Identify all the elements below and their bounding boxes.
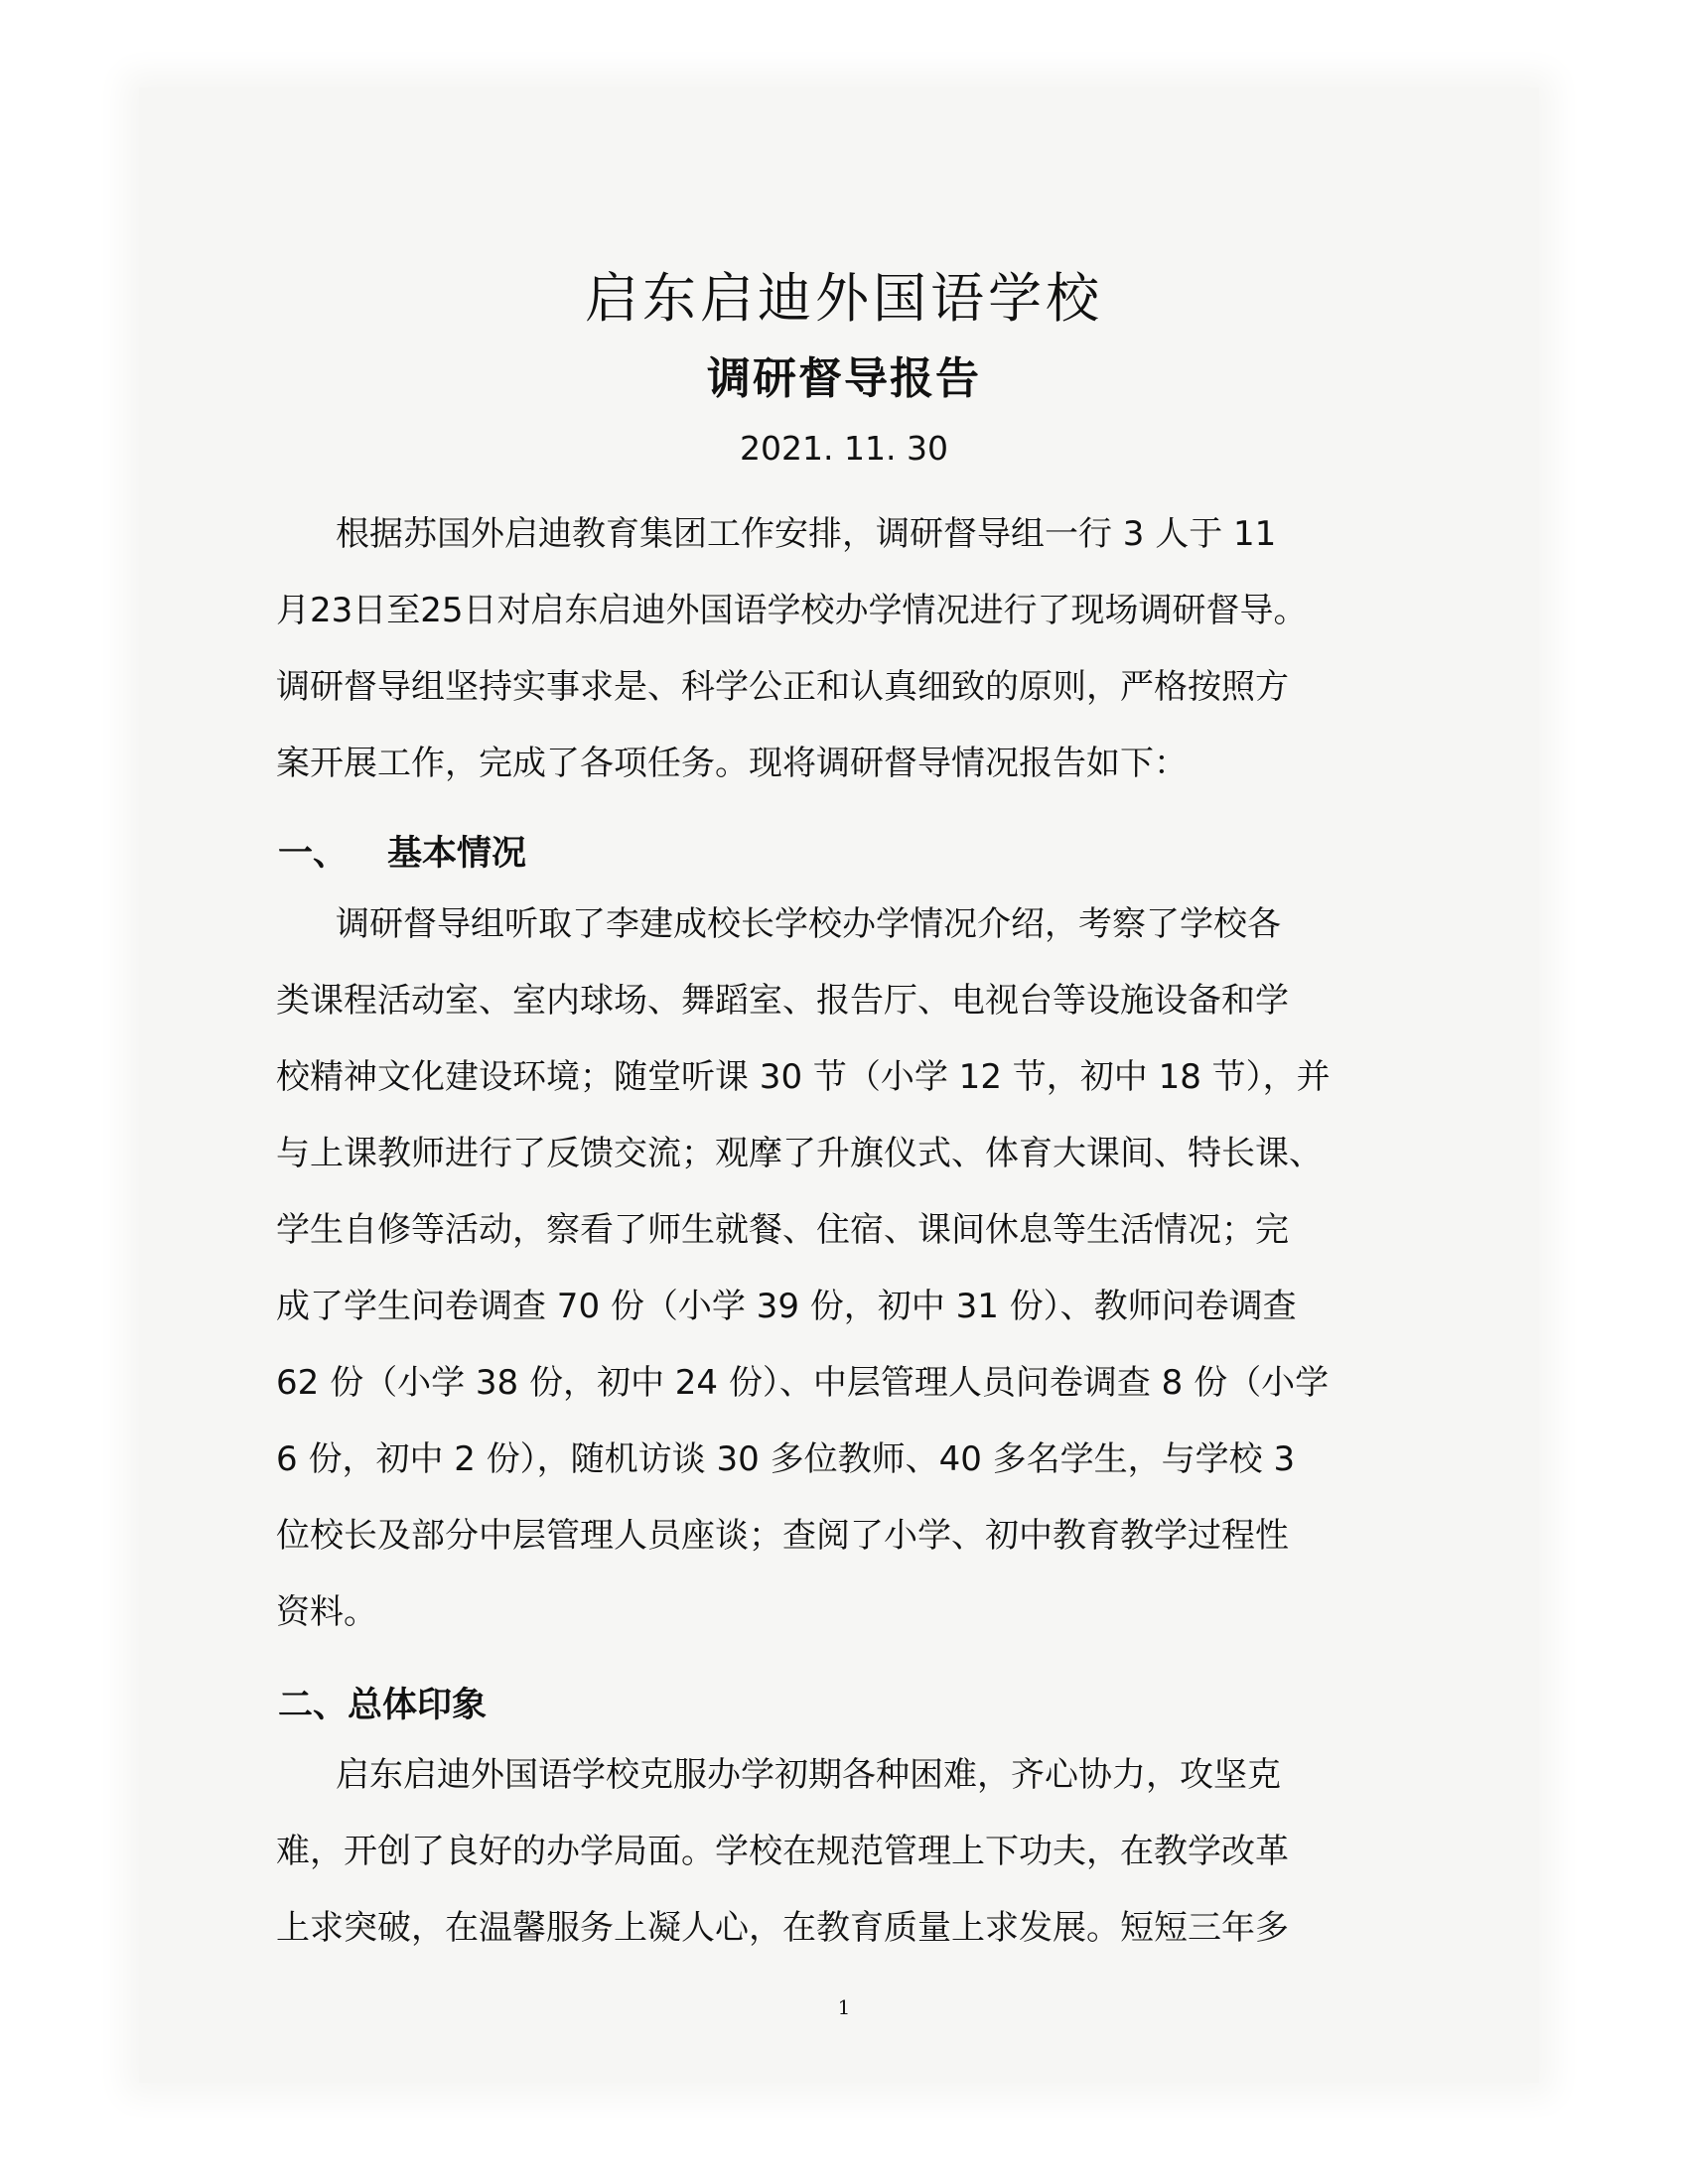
section-1-line: 调研督导组听取了李建成校长学校办学情况介绍，考察了学校各 <box>336 904 1281 944</box>
section-1-title: 基本情况 <box>387 834 527 874</box>
document-date: 2021. 11. 30 <box>740 429 948 468</box>
section-2-line: 启东启迪外国语学校克服办学初期各种困难，齐心协力，攻坚克 <box>336 1755 1281 1795</box>
section-1-line: 资料。 <box>276 1592 377 1632</box>
intro-paragraph <box>276 496 1329 802</box>
page-number: 1 <box>837 1995 851 2019</box>
document-title: 启东启迪外国语学校 <box>585 267 1103 330</box>
section-1-line: 校精神文化建设环境；随堂听课 30 节（小学 12 节，初中 18 节），并 <box>276 1057 1331 1097</box>
section-1-line: 学生自修等活动，察看了师生就餐、住宿、课间休息等生活情况；完 <box>276 1210 1289 1250</box>
section-1-line: 类课程活动室、室内球场、舞蹈室、报告厅、电视台等设施设备和学 <box>276 981 1289 1021</box>
section-2-line: 难，开创了良好的办学局面。学校在规范管理上下功夫，在教学改革 <box>276 1832 1289 1871</box>
document-subtitle: 调研督导报告 <box>707 353 981 404</box>
section-1-line: 成了学生问卷调查 70 份（小学 39 份，初中 31 份）、教师问卷调查 <box>276 1287 1297 1326</box>
section-1-paragraph <box>276 887 1329 1651</box>
section-1-line: 62 份（小学 38 份，初中 24 份）、中层管理人员问卷调查 8 份（小学 <box>276 1363 1330 1403</box>
section-2-line: 上求突破，在温馨服务上凝人心，在教育质量上求发展。短短三年多 <box>276 1908 1289 1948</box>
section-1-line: 与上课教师进行了反馈交流；观摩了升旗仪式、体育大课间、特长课、 <box>276 1134 1323 1173</box>
intro-line: 案开展工作，完成了各项任务。现将调研督导情况报告如下： <box>276 744 1188 783</box>
section-2-paragraph <box>276 1737 1329 1967</box>
section-2-heading: 二、总体印象 <box>278 1686 488 1725</box>
intro-line: 根据苏国外启迪教育集团工作安排，调研督导组一行 3 人于 11 <box>336 514 1277 554</box>
intro-line: 月23日至25日对启东启迪外国语学校办学情况进行了现场调研督导。 <box>276 591 1308 630</box>
section-1-line: 6 份，初中 2 份），随机访谈 30 多位教师、40 多名学生，与学校 3 <box>276 1439 1296 1479</box>
section-1-number: 一、 <box>278 834 349 874</box>
section-1-line: 位校长及部分中层管理人员座谈；查阅了小学、初中教育教学过程性 <box>276 1516 1289 1556</box>
intro-line: 调研督导组坚持实事求是、科学公正和认真细致的原则，严格按照方 <box>276 667 1289 707</box>
section-1-heading <box>278 826 526 876</box>
